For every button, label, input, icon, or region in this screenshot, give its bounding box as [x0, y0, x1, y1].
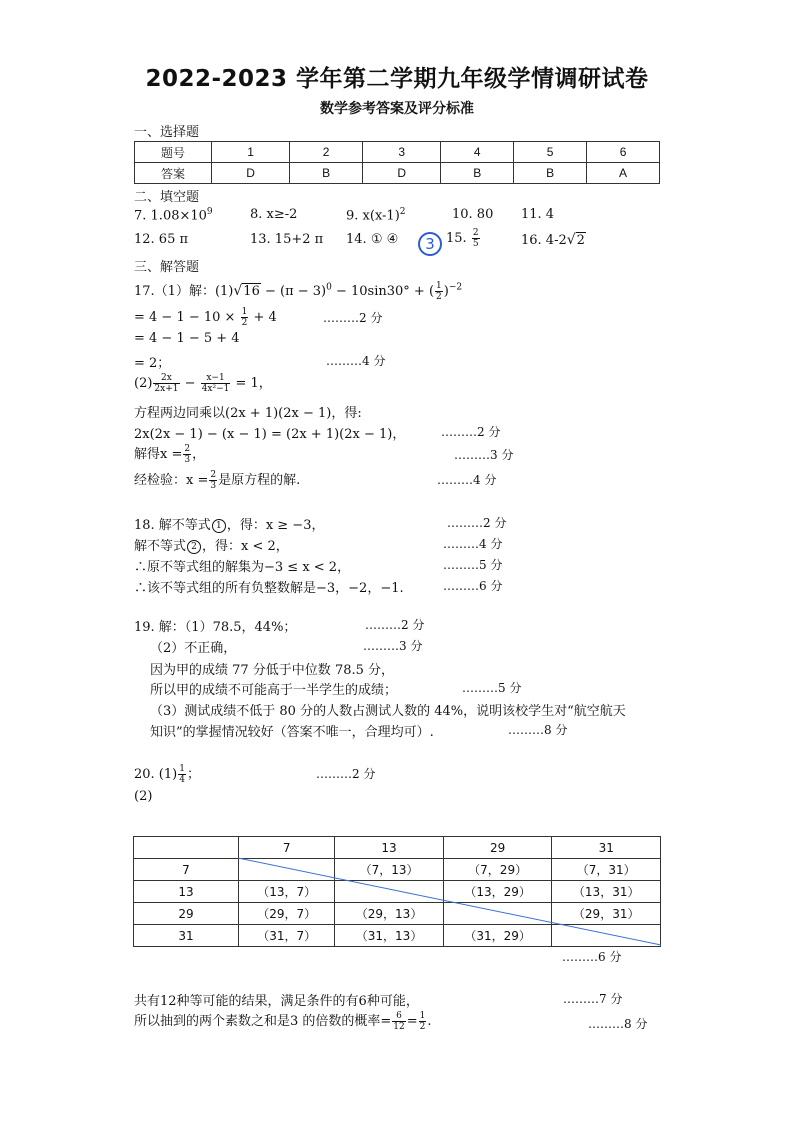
- table-cell: （31，7）: [239, 925, 335, 947]
- q17-tail: − 10sin30° + (: [331, 284, 435, 299]
- table-cell: D: [212, 163, 290, 184]
- score-marker: ………4 分: [443, 537, 503, 551]
- q18-line4: ∴该不等式组的所有负整数解是−3，−2，−1.: [134, 581, 404, 596]
- q19-line1: 19. 解：（1）78.5，44%；: [134, 620, 297, 635]
- score-marker: ………6 分: [443, 579, 503, 593]
- table-cell: （31，13）: [335, 925, 444, 947]
- fraction: $\frac{2}{3}$: [184, 444, 191, 465]
- score-marker: ………2 分: [316, 767, 376, 781]
- score-marker: ………5 分: [462, 681, 522, 695]
- radicand: 2: [576, 233, 585, 248]
- equals-text: = 1，: [235, 376, 272, 391]
- sqrt-icon: √: [566, 232, 576, 248]
- exam-subtitle: 数学参考答案及评分标准: [320, 101, 474, 117]
- step-text: ；: [186, 767, 200, 782]
- answer-q8: 8. x≥-2: [250, 207, 298, 222]
- q19-line6: 知识”的掌握情况较好（答案不唯一，合理均可）.: [150, 725, 434, 740]
- table-cell: 3: [363, 142, 441, 163]
- table-cell: A: [587, 163, 660, 184]
- table-header-cell: 答案: [135, 163, 212, 184]
- step-text: 解得x =: [134, 447, 183, 462]
- minus-sign: −: [184, 376, 196, 391]
- answer-q14-option-b: ④: [386, 232, 399, 247]
- table-header-cell: 29: [443, 837, 552, 859]
- answer-q12: 12. 65 π: [134, 232, 189, 247]
- step-text: 所以抽到的两个素数之和是3 的倍数的概率=: [134, 1014, 392, 1029]
- answer-q15-label: 15.: [446, 231, 467, 246]
- score-marker: ………2 分: [365, 618, 425, 632]
- fraction: $\frac{2x}{2x+1}$: [154, 373, 179, 394]
- sqrt-icon: √: [233, 283, 243, 299]
- answer-q16-text: 16. 4-2: [521, 233, 567, 248]
- score-marker: ………7 分: [563, 992, 623, 1006]
- table-cell: （13，7）: [239, 881, 335, 903]
- q20-line3: 共有12种等可能的结果，满足条件的有6种可能，: [134, 994, 419, 1009]
- q20-line2: (2): [134, 789, 153, 804]
- table-cell: 6: [587, 142, 660, 163]
- fraction: $\frac{1}{4}$: [179, 764, 185, 785]
- equals-sign: =: [406, 1014, 418, 1029]
- table-header-cell: 31: [552, 837, 661, 859]
- handwritten-mark-3: 3: [418, 232, 442, 256]
- q18-line3: ∴原不等式组的解集为−3 ≤ x < 2，: [134, 560, 351, 575]
- step-text: 是原方程的解.: [218, 473, 301, 488]
- circled-number: 2: [187, 540, 201, 554]
- score-marker: ………2 分: [323, 311, 383, 325]
- score-marker: ………4 分: [326, 354, 386, 368]
- score-marker: ………5 分: [443, 558, 503, 572]
- q19-line4: 所以甲的成绩不可能高于一半学生的成绩；: [150, 683, 398, 698]
- answer-q11: 11. 4: [521, 207, 555, 222]
- table-cell: （29，7）: [239, 903, 335, 925]
- score-marker: ………4 分: [437, 473, 497, 487]
- q19-line3: 因为甲的成绩 77 分低于中位数 78.5 分，: [150, 663, 395, 678]
- step-text: 18. 解不等式: [134, 518, 211, 533]
- fraction: $\frac{2}{3}$: [210, 470, 217, 491]
- table-cell: （7，13）: [335, 859, 444, 881]
- table-cell: （7，31）: [552, 859, 661, 881]
- q17-part2-line2: 方程两边同乘以(2x + 1)(2x − 1)，得:: [134, 406, 362, 421]
- table-row-header: 7: [134, 859, 239, 881]
- step-text: 经检验：x =: [134, 473, 209, 488]
- q17-part2-line3: 2x(2x − 1) − (x − 1) = (2x + 1)(2x − 1)，: [134, 427, 406, 442]
- q17-mid: − (π − 3): [260, 284, 327, 299]
- score-marker: ………8 分: [508, 723, 568, 737]
- part-label: (2): [134, 376, 153, 391]
- answer-q14-label: 14.: [346, 232, 367, 247]
- table-cell: D: [363, 163, 441, 184]
- table-cell: B: [441, 163, 514, 184]
- fraction: $\frac{6}{12}$: [393, 1011, 405, 1032]
- score-marker: ………6 分: [562, 950, 622, 964]
- table-cell: B: [514, 163, 587, 184]
- score-marker: ………3 分: [363, 639, 423, 653]
- step-text: ，: [192, 447, 206, 462]
- table-cell: 2: [290, 142, 363, 163]
- step-text: .: [427, 1014, 432, 1029]
- step-text: ，得：x < 2，: [202, 539, 289, 554]
- section-heading-choice: 一、选择题: [134, 125, 200, 140]
- fraction: $\frac{1}{2}$: [241, 307, 248, 328]
- table-row-header: 31: [134, 925, 239, 947]
- section-heading-solve: 三、解答题: [134, 260, 200, 275]
- exponent: −2: [448, 282, 463, 293]
- answer-q7-text: 7. 1.08×10: [134, 208, 207, 224]
- answer-q13: 13. 15+2 π: [250, 232, 324, 247]
- answer-q9-exponent: 2: [399, 207, 406, 217]
- table-header-cell: 题号: [135, 142, 212, 163]
- score-marker: ………3 分: [454, 448, 514, 462]
- table-header-cell: 13: [335, 837, 444, 859]
- step-text: + 4: [253, 310, 277, 325]
- q17-step2: = 4 − 1 − 5 + 4: [134, 331, 240, 346]
- exam-title: 2022-2023 学年第二学期九年级学情调研试卷: [145, 66, 649, 92]
- answer-q7-exponent: 9: [206, 207, 213, 217]
- section-heading-fill: 二、填空题: [134, 190, 200, 205]
- table-cell: （7，29）: [443, 859, 552, 881]
- table-cell: （13，31）: [552, 881, 661, 903]
- q19-line5: （3）测试成绩不低于 80 分的人数占测试人数的 44%，说明该校学生对“航空航天: [150, 704, 626, 719]
- step-text: 解不等式: [134, 539, 187, 554]
- q20-line4: [134, 1010, 432, 1032]
- answer-q9-text: 9. x(x-1): [346, 208, 400, 224]
- table-cell: （13，29）: [443, 881, 552, 903]
- score-marker: ………8 分: [588, 1017, 648, 1031]
- table-cell: （31，29）: [443, 925, 552, 947]
- q17-close: ): [443, 284, 449, 299]
- q19-line2: （2）不正确，: [150, 641, 237, 656]
- table-cell: B: [290, 163, 363, 184]
- table-cell: （29，13）: [335, 903, 444, 925]
- table-row-header: 29: [134, 903, 239, 925]
- table-cell: （29，31）: [552, 903, 661, 925]
- fraction: $\frac{x-1}{\text{4x²−1}}$: [201, 373, 230, 394]
- score-marker: ………2 分: [447, 516, 507, 530]
- table-cell: 5: [514, 142, 587, 163]
- table-row-header: 13: [134, 881, 239, 903]
- exponent: 0: [326, 282, 332, 293]
- table-cell: 1: [212, 142, 290, 163]
- circled-number: 1: [212, 519, 226, 533]
- fraction: $\frac{2}{5}$: [472, 228, 479, 249]
- step-text: = 4 − 1 − 10 ×: [134, 310, 236, 325]
- fraction: $\frac{1}{2}$: [419, 1011, 426, 1032]
- q17-head: 17.（1）解：(1): [134, 284, 234, 299]
- answer-q14-option-a: ①: [370, 232, 383, 247]
- fraction: $\frac{1}{2}$: [436, 281, 442, 302]
- step-text: ，得：x ≥ −3，: [226, 518, 325, 533]
- diagonal-line: [238, 858, 661, 945]
- table-header-cell: 7: [239, 837, 335, 859]
- step-text: 20. (1): [134, 767, 178, 782]
- q17-step3: = 2；: [134, 356, 171, 371]
- answer-q10: 10. 80: [452, 207, 494, 222]
- radicand: 16: [243, 284, 260, 299]
- score-marker: ………2 分: [441, 425, 501, 439]
- table-cell: 4: [441, 142, 514, 163]
